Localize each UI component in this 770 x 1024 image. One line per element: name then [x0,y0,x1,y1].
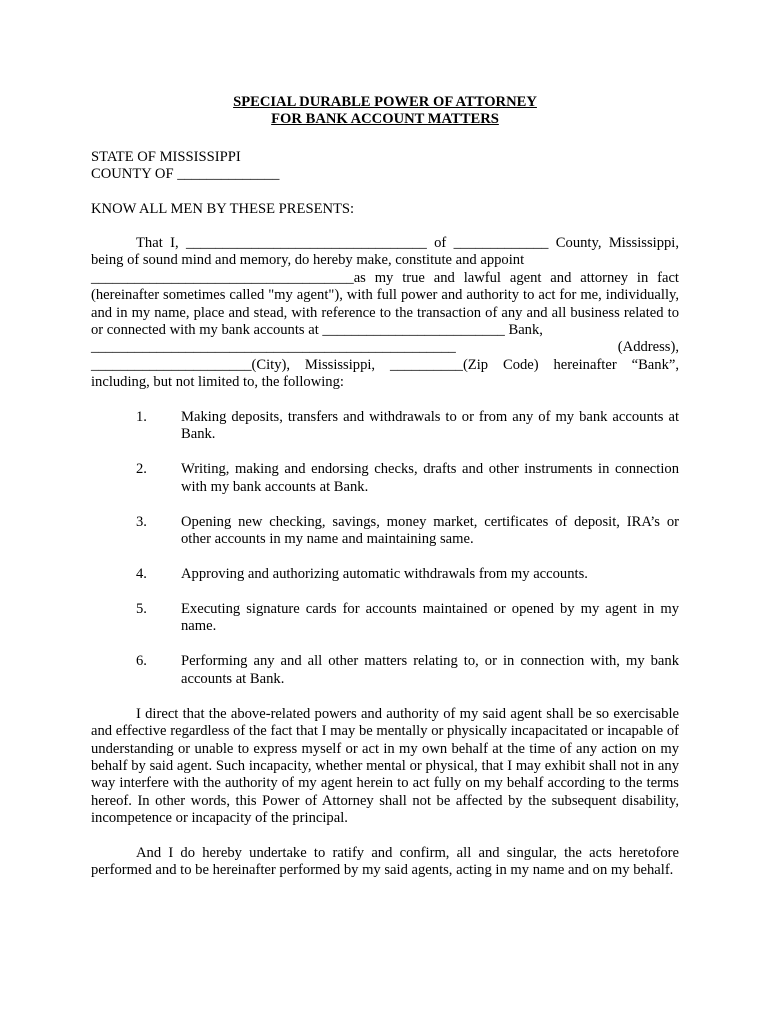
ratify-paragraph: And I do hereby undertake to ratify and confirm, all and singular, the acts heretofore performed and to be hereinafter performed by my said agents, acting in my name and on my behalf. [91,844,679,878]
direct-paragraph: I direct that the above-related powers and authority of my said agent shall be so exercisable and effective regardless of the fact that I may be mentally or physically incapacitated or incapable of understanding or unable to express myself or act in my own behalf at the time of any action on my behalf by said agent. Such incapacity, whether mental or physical, that I may exhibit shall not in any way interfere with the authority of my agent herein to act fully on my behalf according to the terms hereof. In other words, this Power of Attorney shall not be affected by the subsequent disability, incompetence or incapacity of the principal. [91,705,679,827]
list-item-text: Making deposits, transfers and withdrawals to or from any of my bank accounts at Bank. [181,408,679,443]
document-title-line-1: SPECIAL DURABLE POWER OF ATTORNEY [233,94,537,110]
list-item-number: 1. [136,408,147,425]
list-item-number: 6. [136,653,147,670]
document-body [91,94,679,879]
intro-paragraph [91,235,679,392]
list-item [91,514,679,549]
document-title-line-2: FOR BANK ACCOUNT MATTERS [271,111,499,128]
list-item [91,461,679,496]
list-item [91,653,679,688]
intro-text-address: __________________________________________________ (Address), [91,339,679,356]
list-item-text: Writing, making and endorsing checks, drafts and other instruments in connection with my bank accounts at Bank. [181,461,679,495]
list-item-text: Performing any and all other matters relating to, or in connection with, my bank accounts at Bank. [181,653,679,687]
list-item-text: Approving and authorizing automatic withdrawals from my accounts. [181,565,588,582]
list-item-text: Opening new checking, savings, money market, certificates of deposit, IRA’s or other accounts in my name and maintaining same. [181,513,679,547]
list-item [91,566,679,583]
list-item-number: 2. [136,461,147,478]
list-item-text: Executing signature cards for accounts maintained or opened by my agent in my name. [181,600,679,635]
intro-text-city: ______________________(City), Mississippi, __________(Zip Code) hereinafter “Bank”, including, but not limited to, the following: [91,356,679,391]
list-item-number: 4. [136,565,147,582]
county-line: COUNTY OF ______________ [91,166,280,183]
intro-text-principal: That I, _________________________________ of _____________ County, Mississippi, being of sound mind and memory, do hereby make, constitute and appoint [91,235,679,269]
list-item-number: 5. [136,600,147,617]
list-item [91,601,679,636]
list-item-number: 3. [136,513,147,530]
list-item [91,409,679,444]
state-line: STATE OF MISSISSIPPI [91,148,241,165]
powers-list [91,409,679,688]
know-all-men-heading: KNOW ALL MEN BY THESE PRESENTS: [91,200,355,217]
intro-text-agent: ____________________________________as my true and lawful agent and attorney in fact (hereinafter sometimes called "my agent"), with full power and authority to act for me, individually, and in my name, place and stead, with reference to the transaction of any and all business related to or connected with my bank accounts at _________________________ Bank, [91,269,679,339]
